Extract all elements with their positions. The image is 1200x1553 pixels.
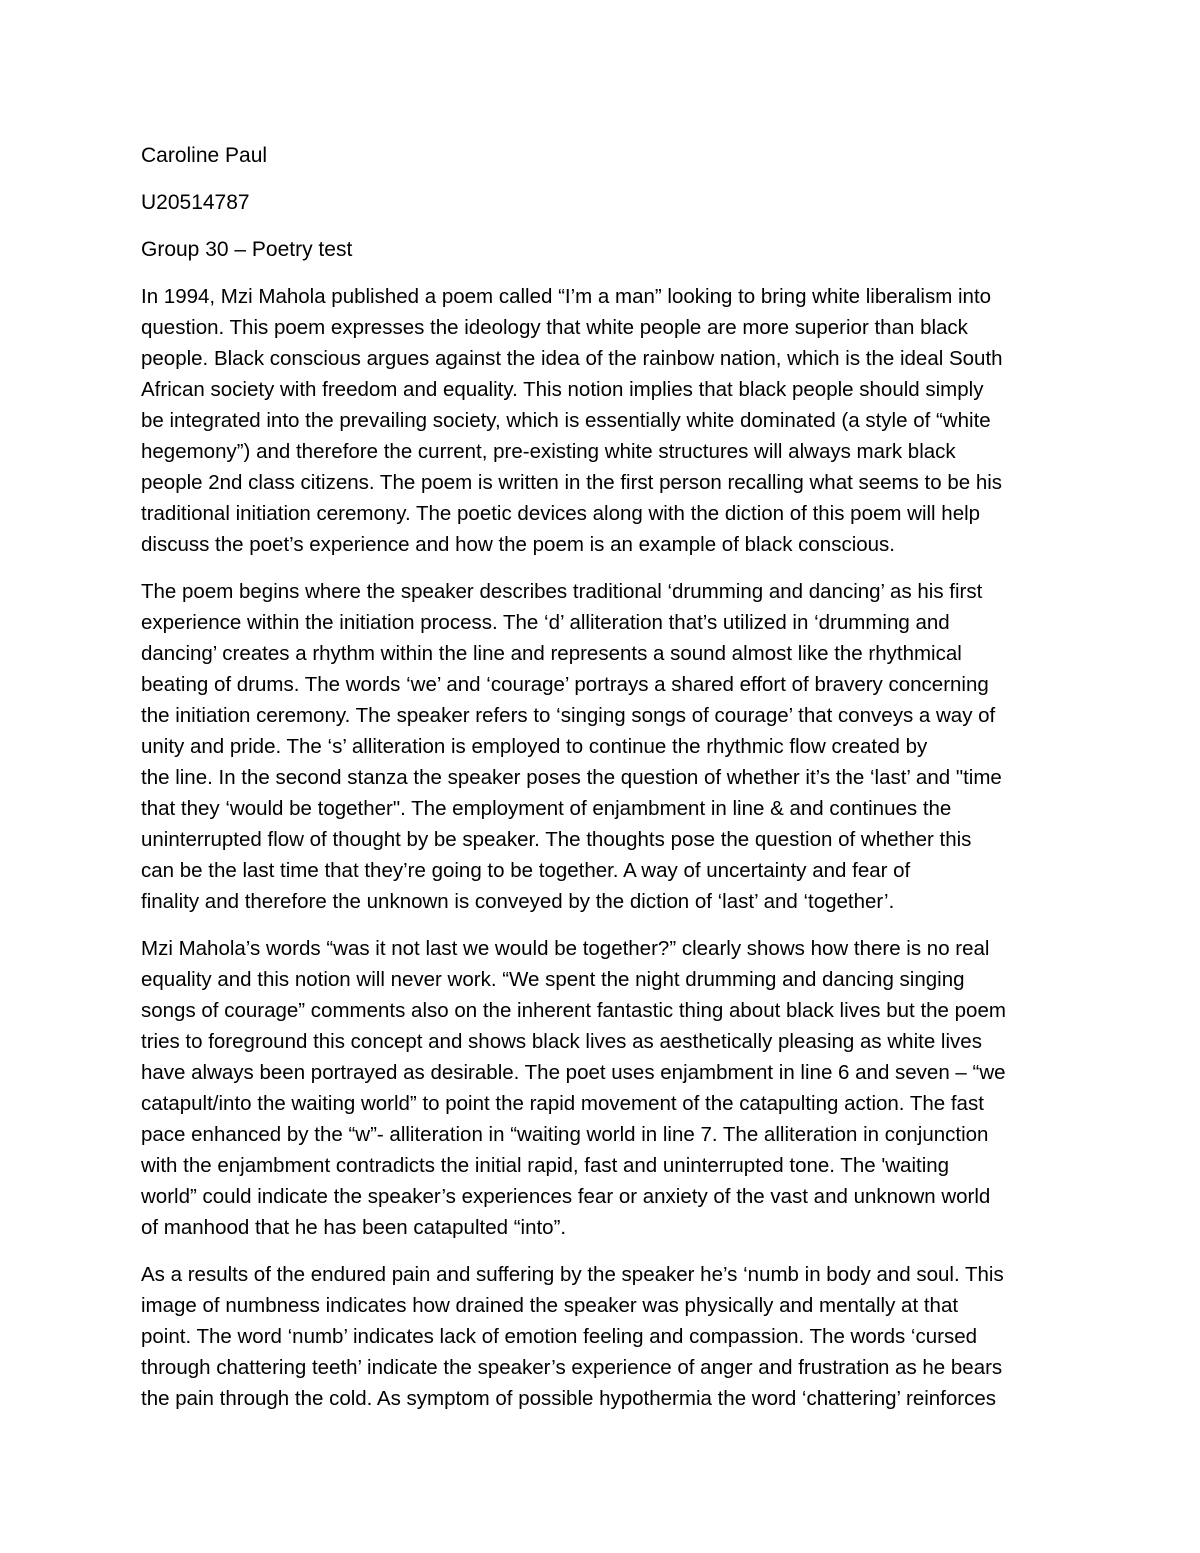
text-line: Mzi Mahola’s words “was it not last we would be together?” clearly shows how there is no real	[141, 937, 990, 960]
text-line: of manhood that he has been catapulted “into”.	[141, 1216, 567, 1239]
text-line: In 1994, Mzi Mahola published a poem called “I’m a man” looking to bring white liberalism into	[141, 285, 992, 308]
text-line: finality and therefore the unknown is conveyed by the diction of ‘last’ and ‘together’.	[141, 890, 895, 913]
text-line: have always been portrayed as desirable. The poet uses enjambment in line 6 and seven – “we	[141, 1061, 1006, 1084]
text-line: beating of drums. The words ‘we’ and ‘courage’ portrays a shared effort of bravery concerning	[141, 673, 989, 696]
text-line: be integrated into the prevailing society, which is essentially white dominated (a style of “white	[141, 409, 991, 432]
paragraph-1	[141, 281, 1071, 560]
text-line: people. Black conscious argues against the idea of the rainbow nation, which is the ideal South	[141, 347, 1003, 370]
paragraph-2	[141, 576, 1071, 917]
text-line: image of numbness indicates how drained the speaker was physically and mentally at that	[141, 1294, 959, 1317]
text-line: point. The word ‘numb’ indicates lack of emotion feeling and compassion. The words ‘cursed	[141, 1325, 978, 1348]
text-line: traditional initiation ceremony. The poetic devices along with the diction of this poem will help	[141, 502, 981, 525]
text-line: can be the last time that they’re going to be together. A way of uncertainty and fear of	[141, 859, 911, 882]
text-line: through chattering teeth’ indicate the speaker’s experience of anger and frustration as he bears	[141, 1356, 1003, 1379]
paragraph-4	[141, 1259, 1071, 1414]
text-line: that they ‘would be together". The employment of enjambment in line & and continues the	[141, 797, 952, 820]
text-line: As a results of the endured pain and suffering by the speaker he’s ‘numb in body and soul. This	[141, 1263, 1004, 1286]
text-line: the line. In the second stanza the speaker poses the question of whether it’s the ‘last’ and "time	[141, 766, 1002, 789]
student-number: U20514787	[141, 191, 250, 214]
text-line: uninterrupted flow of thought by be speaker. The thoughts pose the question of whether this	[141, 828, 972, 851]
text-line: dancing’ creates a rhythm within the line and represents a sound almost like the rhythmical	[141, 642, 962, 665]
text-line: unity and pride. The ‘s’ alliteration is employed to continue the rhythmic flow created by	[141, 735, 928, 758]
text-line: The poem begins where the speaker describes traditional ‘drumming and dancing’ as his first	[141, 580, 983, 603]
group-and-title: Group 30 – Poetry test	[141, 238, 353, 261]
text-line: African society with freedom and equality. This notion implies that black people should simply	[141, 378, 984, 401]
text-line: songs of courage” comments also on the inherent fantastic thing about black lives but the poem	[141, 999, 1006, 1022]
text-line: equality and this notion will never work. “We spent the night drumming and dancing singing	[141, 968, 965, 991]
essay-body	[141, 281, 1071, 1430]
text-line: catapult/into the waiting world” to point the rapid movement of the catapulting action. The fast	[141, 1092, 984, 1115]
text-line: the initiation ceremony. The speaker refers to ‘singing songs of courage’ that conveys a way of	[141, 704, 996, 727]
text-line: hegemony”) and therefore the current, pre-existing white structures will always mark black	[141, 440, 956, 463]
author-name: Caroline Paul	[141, 144, 268, 167]
text-line: experience within the initiation process. The ‘d’ alliteration that’s utilized in ‘drumming and	[141, 611, 950, 634]
text-line: world” could indicate the speaker’s experiences fear or anxiety of the vast and unknown world	[141, 1185, 991, 1208]
text-line: people 2nd class citizens. The poem is written in the first person recalling what seems to be his	[141, 471, 1003, 494]
paragraph-3	[141, 933, 1071, 1243]
text-line: pace enhanced by the “w”- alliteration in “waiting world in line 7. The alliteration in conjunction	[141, 1123, 989, 1146]
text-line: discuss the poet’s experience and how the poem is an example of black conscious.	[141, 533, 896, 556]
text-line: tries to foreground this concept and shows black lives as aesthetically pleasing as white lives	[141, 1030, 982, 1053]
text-line: question. This poem expresses the ideology that white people are more superior than black	[141, 316, 968, 339]
text-line: with the enjambment contradicts the initial rapid, fast and uninterrupted tone. The 'waiting	[141, 1154, 950, 1177]
text-line: the pain through the cold. As symptom of possible hypothermia the word ‘chattering’ reinforces	[141, 1387, 997, 1410]
